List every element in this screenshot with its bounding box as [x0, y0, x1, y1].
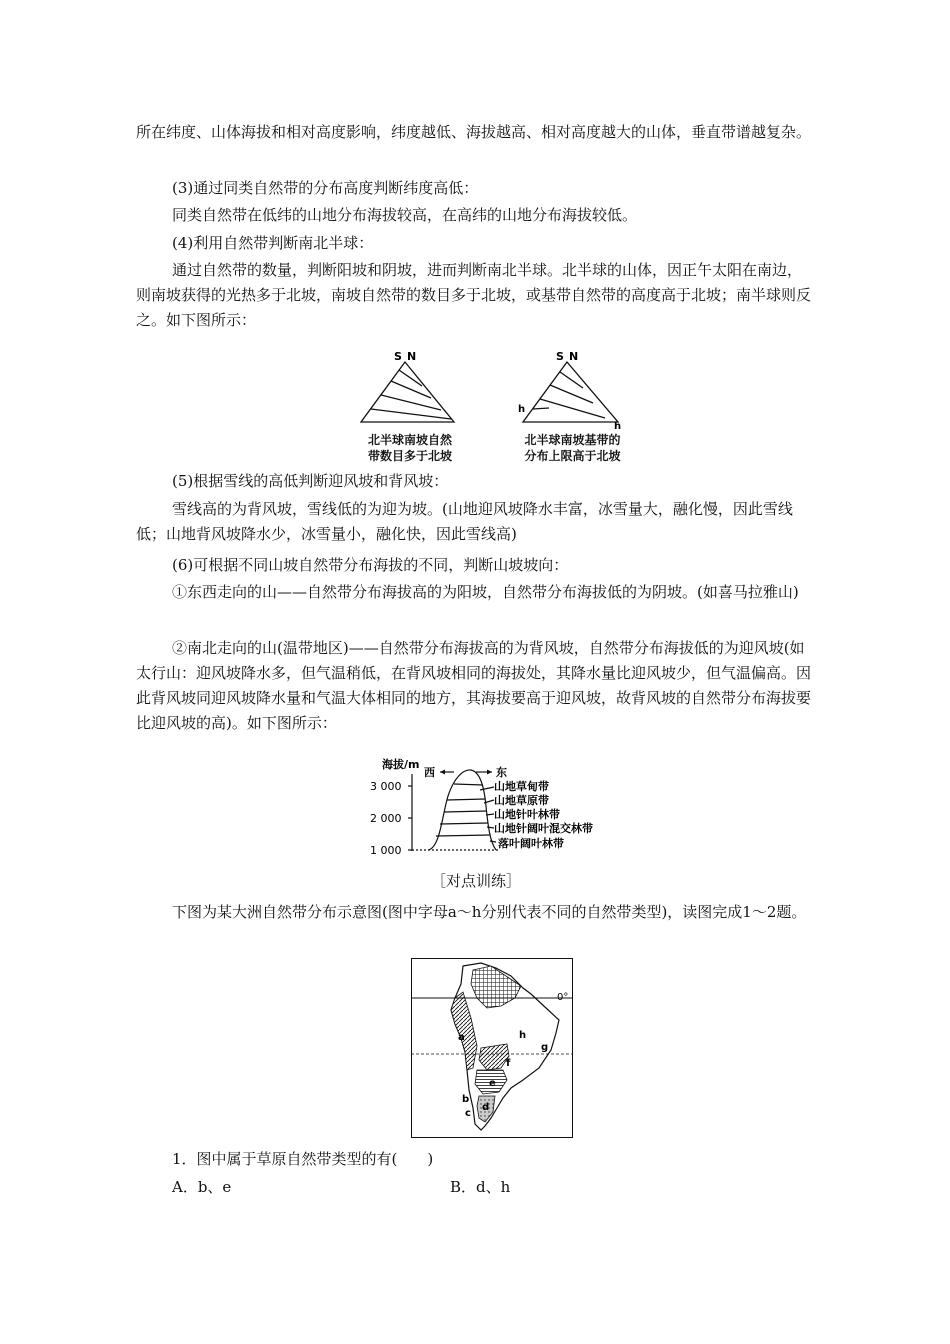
right-figure-caption: 北半球南坡基带的 分布上限高于北坡: [524, 433, 621, 463]
tick-1000: 1 000: [370, 844, 402, 857]
paragraph-6a: ①东西走向的山——自然带分布海拔高的为阳坡，自然带分布海拔低的为阴坡。(如喜马拉雅山): [172, 583, 799, 601]
tick-2000: 2 000: [370, 812, 402, 825]
east-label: 东: [496, 766, 507, 779]
equator-label: 0°: [557, 992, 569, 1003]
heading-6: (6)可根据不同山坡自然带分布海拔的不同，判断山坡坡向：: [172, 556, 569, 574]
left-n-label: N: [407, 350, 417, 363]
zone-letter-d: d: [482, 1102, 490, 1113]
right-h-right-label: h: [614, 421, 622, 432]
zone-letter-h: h: [519, 1030, 527, 1041]
paragraph-4: 通过自然带的数量，判断阳坡和阴坡，进而判断南北半球。北半球的山体，因正午太阳在南边，则南坡获得的光热多于北坡，南坡自然带的数目多于北坡，或基带自然带的高度高于北坡；南半球则反之。如下图所示：: [136, 261, 812, 329]
vertical-zone-figure: [368, 756, 628, 862]
zone-label-conifer: 山地针叶林带: [494, 808, 560, 821]
y-axis-label: 海拔/m: [382, 758, 420, 771]
zone-letter-b: b: [462, 1094, 470, 1105]
zone-label-deciduous: 落叶阔叶林带: [498, 837, 564, 850]
right-n-label: N: [569, 350, 579, 363]
paragraph-6b: ②南北走向的山(温带地区)——自然带分布海拔高的为背风坡，自然带分布海拔低的为迎风坡(如太行山：迎风坡降水多，但气温稍低，在背风坡相同的海拔处，其降水量比迎风坡少，但气温偏高。因此背风坡同迎风坡降水量和气温大体相同的地方，其海拔要高于迎风坡，故背风坡的自然带分布海拔要比迎风坡的高)。如下图所示：: [136, 639, 812, 732]
zone-label-steppe: 山地草原带: [494, 794, 549, 807]
zone-letter-e: e: [489, 1078, 496, 1089]
west-label: 西: [424, 766, 435, 779]
heading-3: (3)通过同类自然带的分布高度判断纬度高低：: [172, 179, 479, 197]
heading-4: (4)利用自然带判断南北半球：: [172, 234, 374, 252]
zone-letter-g: g: [541, 1042, 549, 1053]
tick-3000: 3 000: [370, 780, 402, 793]
question-intro: 下图为某大洲自然带分布示意图(图中字母a～h分别代表不同的自然带类型)，读图完成1～2题。: [172, 903, 807, 921]
zone-letter-c: c: [465, 1108, 471, 1119]
hemisphere-slope-figure: [355, 348, 635, 468]
left-figure-caption: 北半球南坡自然 带数目多于北坡: [367, 433, 452, 463]
question-1: 1．图中属于草原自然带类型的有( ): [172, 1150, 434, 1168]
heading-5: (5)根据雪线的高低判断迎风坡和背风坡：: [172, 472, 449, 490]
question-1-option-b[interactable]: B．d、h: [450, 1178, 511, 1196]
right-h-left-label: h: [518, 404, 526, 415]
left-s-label: S: [394, 350, 402, 363]
question-1-option-a[interactable]: A．b、e: [172, 1178, 232, 1196]
zone-letter-a: a: [458, 1032, 465, 1043]
paragraph-3: 同类自然带在低纬的山地分布海拔较高，在高纬的山地分布海拔较低。: [172, 206, 638, 224]
paragraph-5: 雪线高的为背风坡，雪线低的为迎为坡。(山地迎风坡降水丰富，冰雪量大，融化慢，因此雪线低；山地背风坡降水少，冰雪量小，融化快，因此雪线高): [136, 500, 793, 543]
section-title: ［对点训练］: [430, 872, 521, 890]
zone-letter-f: f: [506, 1058, 511, 1069]
paragraph-continuation: 所在纬度、山体海拔和相对高度影响，纬度越低、海拔越高、相对高度越大的山体，垂直带谱越复杂。: [136, 123, 812, 141]
right-s-label: S: [556, 350, 564, 363]
continent-map: [411, 958, 573, 1138]
zone-label-mixed: 山地针阔叶混交林带: [494, 822, 593, 835]
zone-label-meadow: 山地草甸带: [494, 780, 549, 793]
